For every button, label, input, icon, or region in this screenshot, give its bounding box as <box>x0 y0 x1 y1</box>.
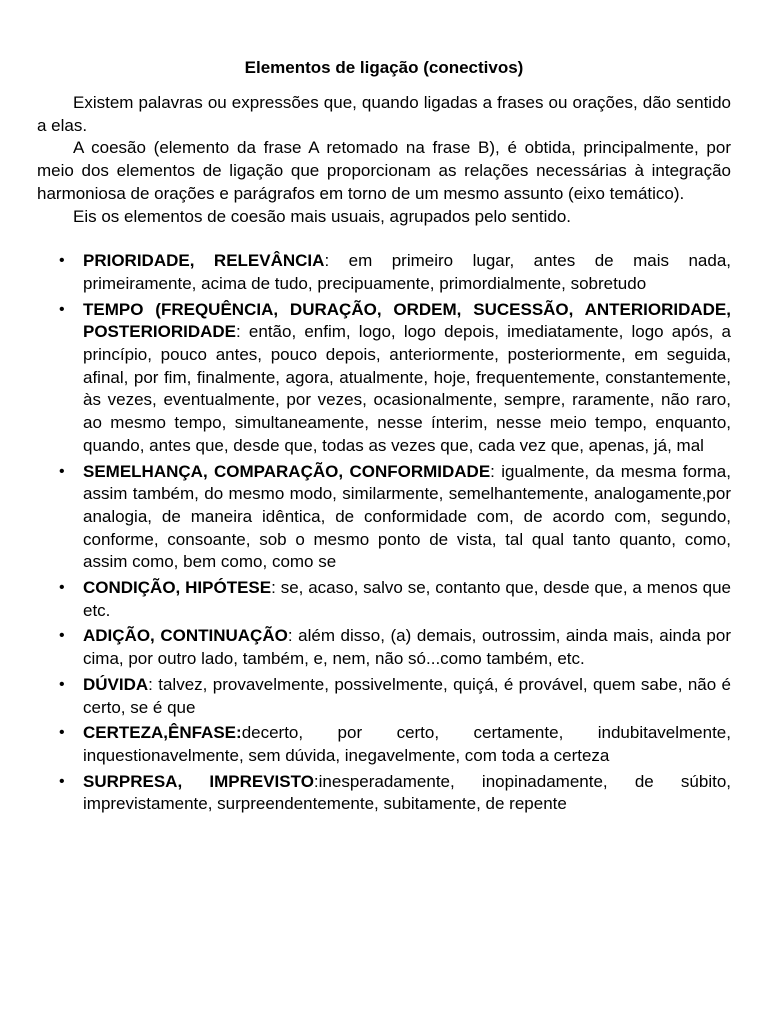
item-text: :inesperadamente, inopinadamente, de súbito, imprevistamente, surpreendentemente, subitamente, de repente <box>83 771 732 814</box>
bullet-icon: • <box>59 579 65 597</box>
list-item <box>37 722 731 767</box>
item-text: : igualmente, da mesma forma, assim também, do mesmo modo, similarmente, semelhantemente, analogamente,por analogia, de maneira idêntica, de conformidade com, de acordo com, segundo, conforme, consoante, sob o mesmo ponto de vista, tal qual tanto quanto, como, assim como, bem como, como se <box>83 461 731 572</box>
item-text: decerto, por certo, certamente, indubitavelmente, inquestionavelmente, sem dúvida, inegavelmente, com toda a certeza <box>83 723 731 765</box>
item-term: TEMPO (FREQUÊNCIA, DURAÇÃO, ORDEM, SUCESSÃO, ANTERIORIDADE, POSTERIORIDADE <box>83 299 731 342</box>
item-term: ADIÇÃO, CONTINUAÇÃO <box>83 626 288 646</box>
bullet-icon: • <box>59 772 65 790</box>
bullet-icon: • <box>59 627 65 645</box>
item-term: SEMELHANÇA, COMPARAÇÃO, CONFORMIDADE <box>83 461 491 481</box>
list-item <box>37 250 731 295</box>
bullet-icon: • <box>59 724 65 742</box>
connectives-list <box>37 250 731 816</box>
intro-paragraph: Eis os elementos de coesão mais usuais, agrupados pelo sentido. <box>73 206 572 226</box>
intro-paragraph: Existem palavras ou expressões que, quando ligadas a frases ou orações, dão sentido a elas. <box>37 93 731 135</box>
bullet-icon: • <box>59 462 65 480</box>
list-item <box>37 577 731 622</box>
item-term: CERTEZA,ÊNFASE: <box>83 723 242 743</box>
item-term: SURPRESA, IMPREVISTO <box>83 771 314 791</box>
item-text: : então, enfim, logo, logo depois, imediatamente, logo após, a princípio, pouco antes, pouco depois, anteriormente, posteriormente, em seguida, afinal, por fim, finalmente, agora, atualmente, hoje, frequentemente, constantemente, às vezes, eventualmente, por vezes, ocasionalmente, sempre, raramente, não raro, ao mesmo tempo, simultaneamente, nesse ínterim, nesse meio tempo, enquanto, quando, antes que, desde que, todas as vezes que, cada vez que, apenas, já, mal <box>83 322 731 455</box>
list-item <box>37 674 731 719</box>
intro-section <box>37 92 731 228</box>
bullet-icon: • <box>59 252 65 270</box>
list-item <box>37 299 731 458</box>
document-title: Elementos de ligação (conectivos) <box>244 58 524 77</box>
item-text: : em primeiro lugar, antes de mais nada, primeiramente, acima de tudo, precipuamente, primordialmente, sobretudo <box>83 251 731 293</box>
item-term: DÚVIDA <box>83 674 149 694</box>
intro-paragraph: A coesão (elemento da frase A retomado na frase B), é obtida, principalmente, por meio dos elementos de ligação que proporcionam as relações necessárias à integração harmoniosa de orações e parágrafos em torno de um mesmo assunto (eixo temático). <box>37 138 731 203</box>
bullet-icon: • <box>59 675 65 693</box>
item-text: : talvez, provavelmente, possivelmente, quiçá, é provável, quem sabe, não é certo, se é que <box>83 674 731 717</box>
list-item <box>37 771 731 816</box>
item-text: : além disso, (a) demais, outrossim, ainda mais, ainda por cima, por outro lado, também, e, nem, não só...como também, etc. <box>83 626 731 669</box>
list-item <box>37 625 731 670</box>
bullet-icon: • <box>59 300 65 318</box>
item-term: PRIORIDADE, RELEVÂNCIA <box>83 251 325 271</box>
list-item <box>37 461 731 575</box>
item-text: : se, acaso, salvo se, contanto que, desde que, a menos que etc. <box>83 578 731 620</box>
item-term: CONDIÇÃO, HIPÓTESE <box>83 578 272 598</box>
document-page <box>37 56 731 819</box>
